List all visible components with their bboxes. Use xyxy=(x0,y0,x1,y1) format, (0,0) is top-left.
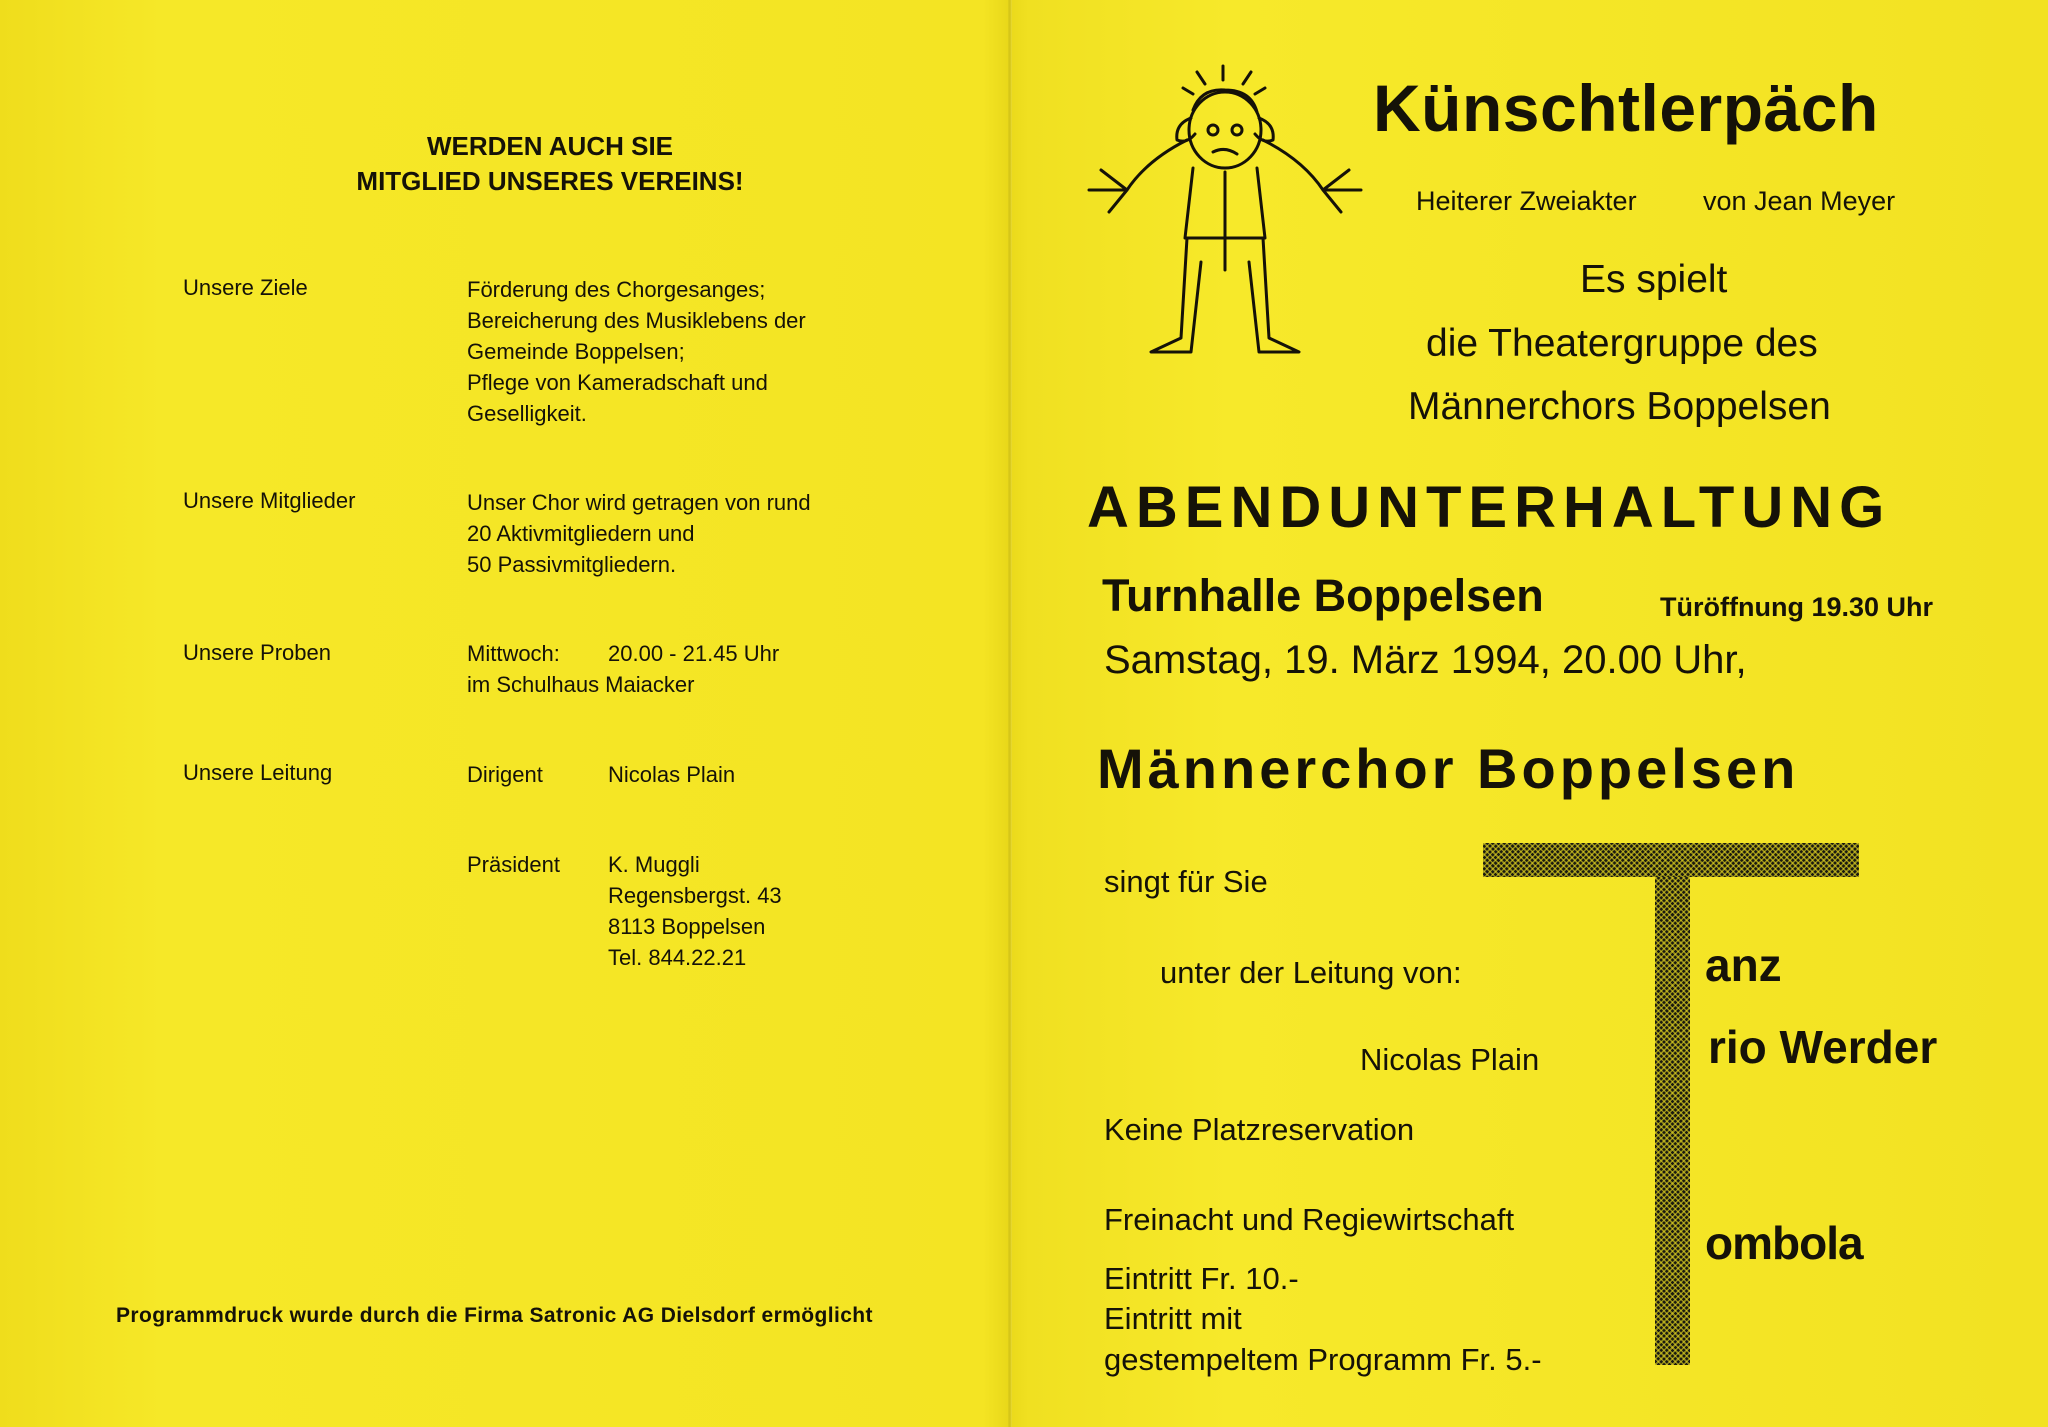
big-t-crossbar xyxy=(1483,843,1859,877)
proben-time: 20.00 - 21.45 Uhr xyxy=(608,641,780,666)
label-proben: Unsere Proben xyxy=(183,640,331,665)
ziele-line: Förderung des Chorgesanges; xyxy=(467,277,766,302)
theater-line2: Männerchors Boppelsen xyxy=(1408,385,1831,428)
singt-fuer-sie: singt für Sie xyxy=(1104,864,1268,899)
sponsor-footer: Programmdruck wurde durch die Firma Satronic AG Dielsdorf ermöglicht xyxy=(116,1304,873,1327)
event-date: Samstag, 19. März 1994, 20.00 Uhr, xyxy=(1104,638,1747,682)
admission-stamped-line1: Eintritt mit xyxy=(1104,1301,1242,1336)
ziele-line: Geselligkeit. xyxy=(467,401,587,426)
leitung-label: unter der Leitung von: xyxy=(1160,955,1462,990)
play-author: von Jean Meyer xyxy=(1703,186,1896,216)
proben-place: im Schulhaus Maiacker xyxy=(467,672,695,697)
ziele-line: Bereicherung des Musiklebens der xyxy=(467,308,806,333)
dirigent-label: Dirigent xyxy=(467,762,543,787)
mitglieder-line: 50 Passivmitgliedern. xyxy=(467,552,677,577)
label-ziele: Unsere Ziele xyxy=(183,275,308,300)
event-headline: ABENDUNTERHALTUNG xyxy=(1087,475,1892,540)
fold-line xyxy=(1008,0,1012,1427)
play-title: Künschtlerpäch xyxy=(1373,71,1879,145)
conductor-name: Nicolas Plain xyxy=(1360,1042,1540,1077)
play-subtitle: Heiterer Zweiakter xyxy=(1416,186,1637,216)
address-line: K. Muggli xyxy=(608,852,700,877)
address-line: Tel. 844.22.21 xyxy=(608,945,747,970)
doors-open: Türöffnung 19.30 Uhr xyxy=(1660,592,1934,622)
ziele-line: Gemeinde Boppelsen; xyxy=(467,339,685,364)
ziele-text xyxy=(467,274,806,429)
label-leitung: Unsere Leitung xyxy=(183,760,333,785)
mitglieder-line: 20 Aktivmitgliedern und xyxy=(467,521,695,546)
dirigent-name: Nicolas Plain xyxy=(608,762,736,787)
mitglieder-line: Unser Chor wird getragen von rund xyxy=(467,490,811,515)
praesident-label: Präsident xyxy=(467,852,560,877)
t-item-tanz: anz xyxy=(1705,939,1782,991)
es-spielt: Es spielt xyxy=(1580,258,1728,301)
admission-stamped-line2: gestempeltem Programm Fr. 5.- xyxy=(1104,1342,1542,1377)
t-item-tombola: ombola xyxy=(1705,1217,1863,1269)
proben-day: Mittwoch: xyxy=(467,641,560,666)
theater-line1: die Theatergruppe des xyxy=(1426,322,1818,365)
t-item-trio-werder: rio Werder xyxy=(1708,1021,1938,1073)
address-line: Regensbergst. 43 xyxy=(608,883,782,908)
big-t-stem xyxy=(1655,877,1690,1365)
puzzled-man-illustration xyxy=(1075,60,1375,380)
membership-title-line1: WERDEN AUCH SIE xyxy=(426,131,674,161)
label-mitglieder: Unsere Mitglieder xyxy=(183,488,356,513)
mitglieder-text xyxy=(467,487,811,580)
ziele-line: Pflege von Kameradschaft und xyxy=(467,370,768,395)
choir-name: Männerchor Boppelsen xyxy=(1097,737,1800,800)
admission-price: Eintritt Fr. 10.- xyxy=(1104,1261,1299,1296)
no-reservation: Keine Platzreservation xyxy=(1104,1112,1415,1147)
address-line: 8113 Boppelsen xyxy=(608,914,766,939)
venue: Turnhalle Boppelsen xyxy=(1102,570,1544,621)
praesident-address xyxy=(608,849,782,973)
freinacht: Freinacht und Regiewirtschaft xyxy=(1104,1202,1515,1237)
membership-title-line2: MITGLIED UNSERES VEREINS! xyxy=(356,166,744,196)
